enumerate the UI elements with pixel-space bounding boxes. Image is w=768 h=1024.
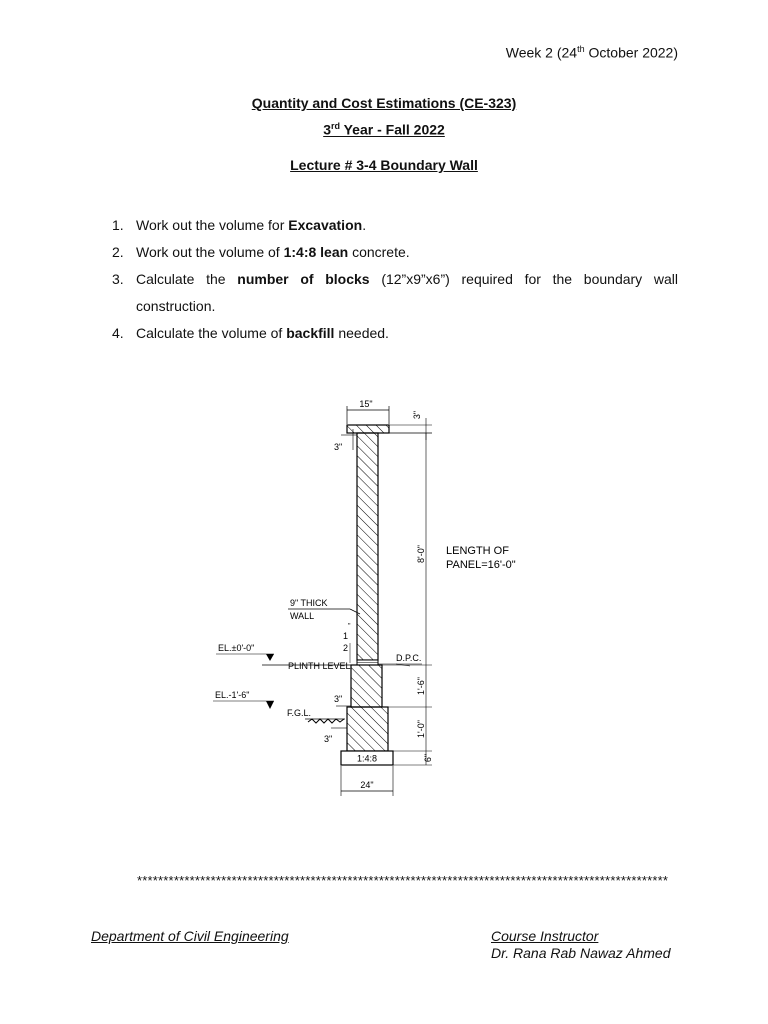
el-top-label: EL.±0'-0": [218, 643, 255, 653]
instructor-block: [491, 928, 670, 962]
el-bottom-label: EL.-1'-6": [215, 690, 250, 700]
instructor-role: Course Instructor: [491, 928, 599, 944]
dpc-thickness-mark: ": [348, 623, 351, 630]
base-width-label: 24": [360, 780, 374, 790]
task-item: 4. Calculate the volume of backfill needed.: [112, 325, 389, 341]
coping-thickness-label: 3": [412, 410, 422, 420]
boundary-wall-section-drawing: [200, 388, 545, 808]
panel-length-line1: LENGTH OF: [446, 545, 509, 557]
footing-step-1: [351, 665, 382, 707]
level-marker-icon: [266, 701, 274, 709]
offset-bot-label: 3": [324, 734, 333, 744]
offset-top-label: 3": [334, 442, 343, 452]
mix-label: 1:4:8: [356, 753, 378, 764]
level-marker-icon: [266, 654, 274, 661]
course-title: Quantity and Cost Estimations (CE-323): [251, 95, 517, 111]
ground-line: [308, 719, 344, 723]
department: Department of Civil Engineering: [91, 928, 289, 944]
footing-height-label: 1'-6": [416, 677, 426, 695]
dpc-label: D.P.C.: [396, 653, 422, 663]
wall-thickness-line1: 9" THICK: [290, 598, 328, 608]
task-item: 3. Calculate the number of blocks (12”x9”x6”) required for the boundary wall construction.: [112, 271, 679, 314]
dpc-thickness-den: 2: [343, 643, 349, 653]
task-item: 1. Work out the volume for Excavation.: [112, 217, 367, 233]
dpc-thickness-num: 1: [343, 631, 349, 641]
wall-thickness-line2: WALL: [290, 611, 315, 621]
wall-height-label: 8'-0": [416, 545, 426, 563]
task-item: 2. Work out the volume of 1:4:8 lean concrete.: [112, 244, 410, 260]
lecture-title: Lecture # 3-4 Boundary Wall: [290, 157, 478, 173]
offset-mid-label: 3": [334, 694, 343, 704]
task-list: [112, 212, 678, 347]
year-title: 3rd Year - Fall 2022: [323, 121, 445, 138]
panel-length-line2: PANEL=16'-0": [446, 559, 516, 571]
divider: *****************************************************************************************************: [137, 873, 669, 888]
footing-step-2: [347, 707, 388, 751]
base-extra-label: 1'-0": [416, 720, 426, 738]
plinth-level-label: PLINTH LEVEL: [288, 661, 351, 671]
instructor-name: Dr. Rana Rab Nawaz Ahmed: [491, 945, 671, 961]
wall: [357, 433, 378, 660]
week-date: Week 2 (24th October 2022): [505, 44, 678, 61]
fgl-label: F.G.L.: [287, 708, 312, 718]
base-height-label: 6": [423, 753, 433, 763]
coping-width-label: 15": [359, 399, 373, 409]
